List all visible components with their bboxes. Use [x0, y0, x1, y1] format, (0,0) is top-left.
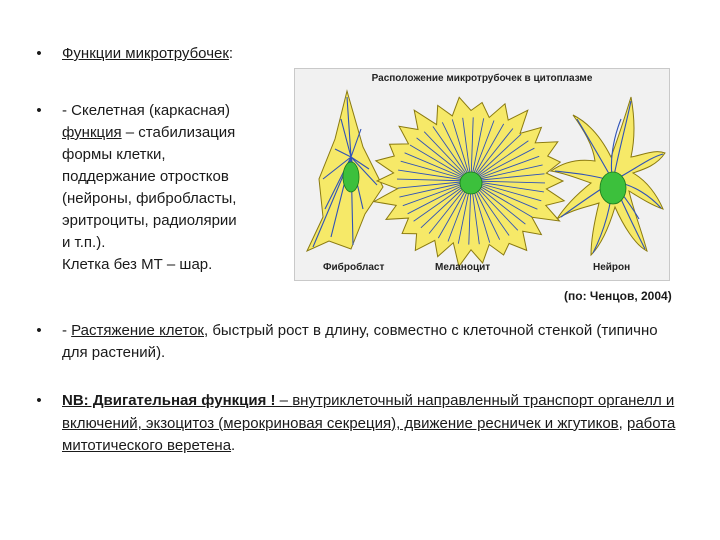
cells-illustration	[295, 69, 671, 282]
bullet-dot-icon: •	[36, 45, 42, 62]
neuron-nucleus	[600, 172, 626, 204]
microtubule-figure	[294, 68, 670, 281]
figure-citation: (по: Ченцов, 2004)	[564, 289, 672, 303]
bullet-dot-icon: •	[36, 322, 42, 339]
bullet-dot-icon: •	[36, 102, 42, 119]
label-fibroblast: Фибробласт	[323, 262, 385, 273]
skeletal-line-1: - Скелетная (каркасная)	[62, 102, 231, 119]
functions-heading-colon: :	[228, 45, 234, 62]
skeletal-line-8: Клетка без МТ – шар.	[62, 256, 213, 273]
motor-end: .	[231, 437, 236, 454]
motor-dash: –	[275, 392, 293, 409]
skeletal-line-7: и т.п.).	[62, 234, 106, 251]
melanocyte-nucleus	[460, 172, 482, 194]
fibroblast-cell	[307, 91, 383, 251]
label-melanocyte: Меланоцит	[435, 262, 491, 273]
motor-spindle-text: работа митотического веретена	[62, 414, 676, 454]
label-neuron: Нейрон	[593, 262, 631, 273]
neuron-cell	[551, 97, 665, 255]
skeletal-line-2	[62, 122, 290, 144]
nb-motor-function: NB: Двигательная функция !	[62, 392, 276, 409]
fibroblast-nucleus	[343, 162, 359, 192]
skeletal-line-2-rest: – стабилизация	[121, 124, 236, 141]
bullet-dot-icon: •	[36, 392, 42, 409]
bullet-motor-function	[36, 390, 692, 458]
functions-heading-text: Функции микротрубочек	[62, 45, 229, 62]
skeletal-line-6: эритроциты, радиолярии	[62, 212, 237, 229]
figure-title: Расположение микротрубочек в цитоплазме	[371, 73, 593, 84]
skeletal-line-5: (нейроны, фибробласты,	[62, 190, 237, 207]
bullet-cell-stretching	[36, 320, 662, 364]
bullet-skeletal-function	[36, 100, 290, 276]
melanocyte-cell	[374, 97, 564, 266]
skeletal-line-3: формы клетки,	[62, 146, 166, 163]
skeletal-line-4: поддержание отростков	[62, 168, 229, 185]
motor-transport-text: внутриклеточный направленный транспорт органелл и включений, экзоцитоз (мерокриновая секреция), движение ресничек и жгутиков	[62, 392, 675, 432]
stretching-prefix: -	[62, 322, 72, 339]
motor-comma: ,	[618, 414, 627, 432]
skeletal-function-word: функция	[62, 124, 122, 141]
stretching-underlined: Растяжение клеток	[71, 322, 204, 339]
bullet-functions-heading	[36, 43, 322, 64]
stretching-rest: , быстрый рост в длину, совместно с клеточной стенкой (типично для растений).	[62, 322, 658, 361]
